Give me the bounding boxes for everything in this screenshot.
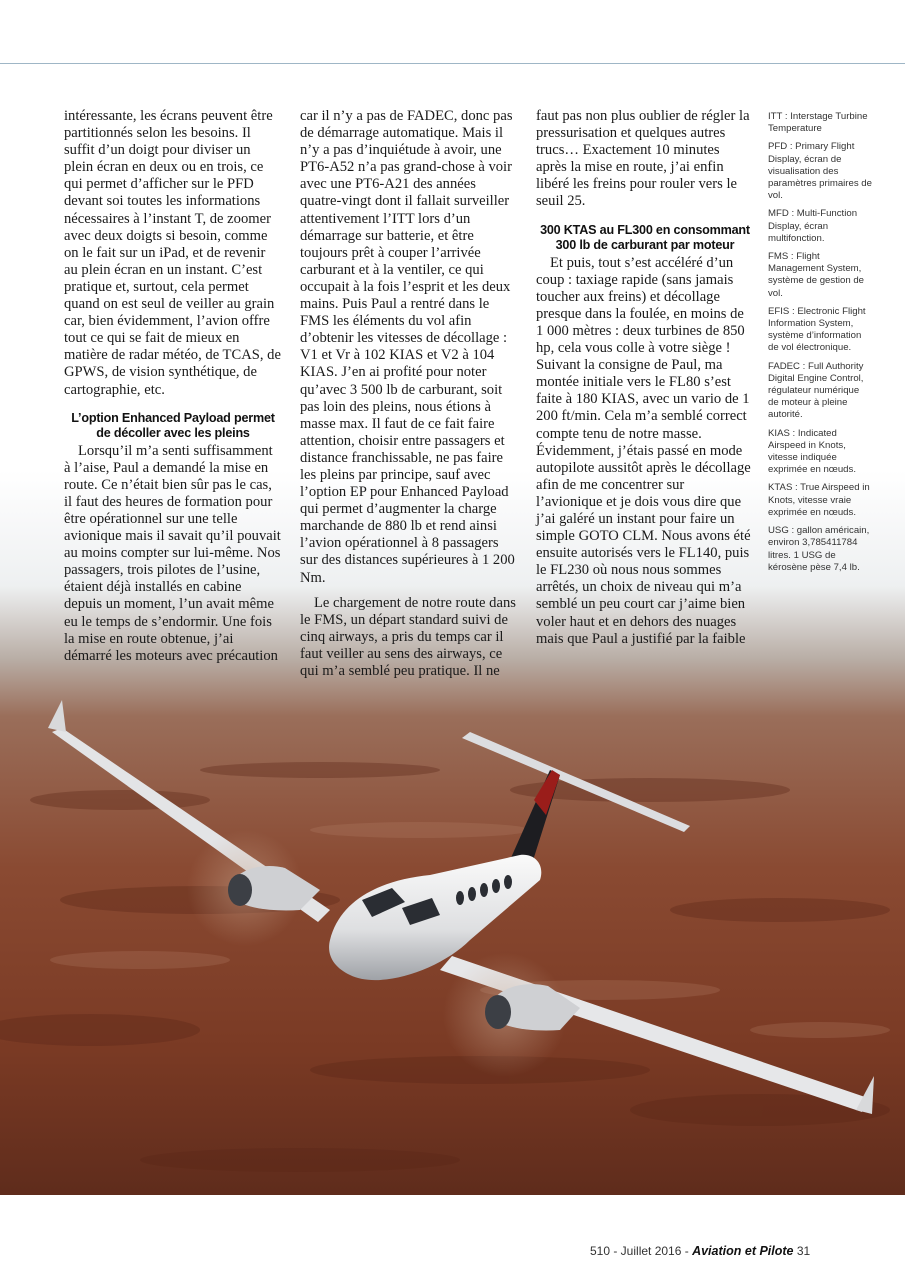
glossary-entry-mfd: MFD : Multi-Function Display, écran multifonction. [768,208,858,244]
glossary-entry-kias: KIAS : Indicated Airspeed in Knots, vitesse indiquée exprimée en nœuds. [768,427,856,476]
magazine-name: Aviation et Pilote [692,1244,794,1258]
paragraph: Le chargement de notre route dans le FMS, un départ standard suivi de cinq airways, a pris du temps car il faut veiller au sens des airways, ce qui m’a semblé peu pratique. Il ne [300,594,516,679]
glossary-sidebar [768,111,872,580]
glossary-entry-fadec: FADEC : Full Authority Digital Engine Control, régulateur numérique de moteur à pleine autorité. [768,360,864,421]
paragraph: Lorsqu’il m’a senti suffisamment à l’aise, Paul a demandé la mise en route. Ce n’était bien sûr pas le cas, il faut des heures de formation pour être opérationnel sur une telle avionique mais il savait qu’il pouvait au moins compter sur lui-même. Nos passagers, trois pilotes de l’usine, étaient déjà installés en cabine depuis un moment, l’un avait même eu le temps de s’endormir. Une fois la mise en route obtenue, j’ai démarré les moteurs avec précaution [64,442,281,664]
glossary-entry-efis: EFIS : Electronic Flight Information System, système d’information de vol électronique. [768,305,866,354]
glossary-entry-ktas: KTAS : True Airspeed in Knots, vitesse vraie exprimée en nœuds. [768,482,870,518]
issue-info: 510 - Juillet 2016 - [590,1244,689,1258]
article-column-3 [536,108,754,648]
section-heading: 300 KTAS au FL300 en consommant 300 lb de carburant par moteur [540,222,750,252]
paragraph: intéressante, les écrans peuvent être partitionnés selon les besoins. Il suffit d’un doigt pour diviser un plein écran en deux ou en trois, ce qui permet d’afficher sur le PFD devant soi toutes les informations nécessaires à l’instant T, de zoomer avec deux doigts si besoin, comme on le fait sur un iPad, et de revenir au plein écran en un instant. C’est pratique et, surtout, cela permet quand on est seul de veiller au grain car, bien évidemment, l’avion offre tout ce qui se fait de mieux en matière de radar météo, de TCAS, de GPWS, de vision synthétique, de cartographie, etc. [64,108,281,398]
paragraph: Et puis, tout s’est accéléré d’un coup : taxiage rapide (sans jamais toucher aux freins) et décollage presque dans la foulée, en moins de 1 000 mètres : deux turbines de 850 hp, cela vous colle à votre siège ! Suivant la consigne de Paul, ma montée initiale vers le FL80 s’est faite à 180 KIAS, avec un vario de 1 200 ft/min. Cela m’a semblé correct compte tenu de notre masse. Évidemment, j’étais passé en mode autopilote aussitôt après le décollage afin de me concentrer sur l’avionique et je dois vous dire que j’ai galéré un instant pour faire un simple GOTO CLM. Nous avons été ensuite autorisés vers le FL140, puis le FL230 où nous nous sommes arrêtés, un choix de niveau qui m’a semblé un peu court car j’aime bien voler haut et en dehors des nuages mais que Paul a justifié par la faible [536,254,751,647]
article-column-1 [64,108,282,665]
page-footer [590,1244,810,1258]
glossary-entry-pfd: PFD : Primary Flight Display, écran de visualisation des paramètres primaires de vol. [768,141,872,202]
paragraph: car il n’y a pas de FADEC, donc pas de démarrage automatique. Mais il n’y a pas d’inquiétude à avoir, une PT6-A52 n’a pas grand-chose à voir avec une PT6-A21 des années quatre-vingt dont il fallait surveiller attentivement l’ITT lors d’un démarrage sur batterie, et être toujours prêt à couper l’arrivée carburant et à la ventiler, ce qui occupait à la fois l’esprit et les deux mains. Puis Paul a rentré dans le FMS les éléments du vol afin d’obtenir les vitesses de décollage : V1 et Vr à 102 KIAS et V2 à 104 KIAS. J’en ai profité pour noter qu’avec 3 500 lb de carburant, soit pas loin des pleins, nous étions à masse max. Il faut de ce fait faire attention, choisir entre passagers et distance franchissable, ne pas faire les pleins par principe, sauf avec l’option EP pour Enhanced Payload qui permet d’augmenter la charge marchande de 880 lb et rend ainsi l’avion opérationnel à 8 passagers sur des distances supérieures à 1 200 Nm. [300,108,515,586]
page-number: 31 [796,1244,811,1258]
article-column-2 [300,108,516,680]
top-rule [0,63,905,64]
section-heading: L’option Enhanced Payload permet de décoller avec les pleins [71,410,275,440]
glossary-entry-itt: ITT : Interstage Turbine Temperature [768,111,868,135]
glossary-entry-usg: USG : gallon américain, environ 3,785411784 litres. 1 USG de kérosène pèse 7,4 lb. [768,525,870,573]
glossary-entry-fms: FMS : Flight Management System, système de gestion de vol. [768,251,864,299]
paragraph: faut pas non plus oublier de régler la pressurisation et quelques autres trucs… Exactement 10 minutes après la mise en route, j’ai enfin libéré les freins pour rouler vers le seuil 25. [536,108,750,210]
